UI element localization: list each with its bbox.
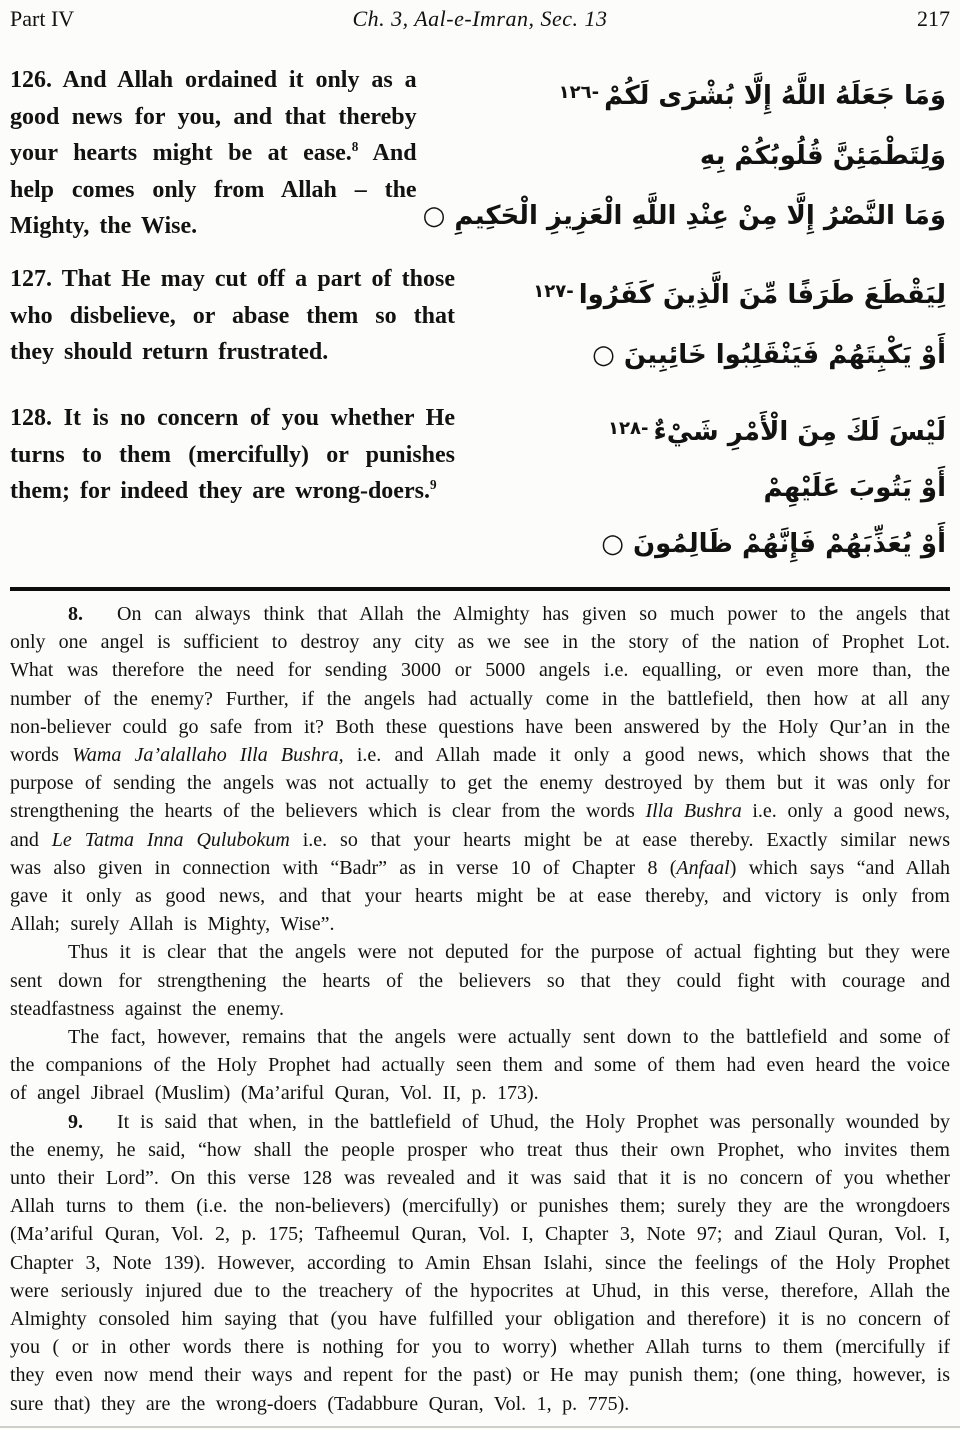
- arabic-text: أَوْ يَتُوبَ عَلَيْهِمْ: [763, 473, 946, 503]
- verse-126-text-cont: And help comes only from Allah – the Mighty, the Wise.: [10, 140, 417, 239]
- verse-126-text: 126. And Allah ordained it only as a good news for you, and that thereby your hearts might be at ease.: [10, 67, 417, 166]
- footnote-9-paragraph: [10, 1108, 950, 1418]
- verse-128-arabic: [455, 400, 950, 572]
- verse-127-arabic: [455, 261, 950, 385]
- arabic-line: [423, 186, 946, 246]
- footnote-8-paragraph-2: Thus it is clear that the angels were not deputed for the purpose of actual fighting but they were sent down for strengthening the hearts of the believers so that they could fight with courage and steadfastness against the enemy.: [10, 941, 950, 1020]
- footnote-text-italic: Le Tatma Inna Qulubokum: [51, 828, 290, 851]
- arabic-text: لِيَقْطَعَ طَرَفًا مِّنَ الَّذِينَ كَفَرُوا: [578, 280, 946, 310]
- part-label: Part IV: [10, 6, 75, 31]
- footnote-separator: [10, 587, 950, 591]
- scan-edge-artifact: [0, 1426, 960, 1428]
- arabic-line: [461, 265, 946, 325]
- arabic-line: [461, 325, 946, 385]
- footnote-text: ) which says “and Allah gave it only as good news, and that your hearts might be at ease thereby, and victory is only from Allah; surely Allah is Mighty, Wise”.: [10, 856, 950, 936]
- footnote-text: i.e. and Allah made it only a good news, which shows that the purpose of sending the angels was not actually to get the enemy destroyed by them but it was only for strengthening the hearts of the believers which is clear from the words: [10, 744, 950, 823]
- footnote-text-italic: Anfaal: [676, 856, 730, 879]
- verse-127-translation: [10, 261, 455, 385]
- arabic-line: [461, 404, 946, 460]
- footnote-text: On can always think that Allah the Almighty has given so much power to the angels that only one angel is sufficient to destroy any city as we see in the story of the nation of Prophet Lot. What was therefore the need for sending 3000 or 5000 angels i.e. equalling, or even more than, the number of the enemy? Further, if the angels had actually come in the battlefield, then how at all any non-believer could go safe from it? Both these questions have been answered by the Holy Qur’an in the words: [10, 603, 950, 767]
- footnote-ref-8: 8: [351, 139, 359, 154]
- verses-section: [10, 62, 950, 572]
- arabic-verse-number: ١٢٧-: [533, 280, 574, 302]
- verse-126-arabic: [417, 62, 950, 246]
- arabic-line: [423, 126, 946, 186]
- footnote-text-italic: Wama Ja’alallaho Illa Bushra,: [72, 744, 344, 767]
- arabic-text: أَوْ يَكْبِتَهُمْ فَيَنْقَلِبُوا خَائِبِينَ ○: [592, 340, 946, 370]
- footnote-8-paragraph-3: The fact, however, remains that the angels were actually sent down to the battlefield and some of the companions of the Holy Prophet had actually seen them and some of them had even heard the voice of angel Jibrael (Muslim) (Ma’ariful Quran, Vol. II, p. 173).: [10, 1026, 950, 1105]
- footnote-9-number: 9.: [68, 1110, 83, 1133]
- footnotes-section: [10, 600, 950, 1418]
- verse-128-translation: [10, 400, 455, 572]
- page-header: [10, 6, 950, 32]
- verse-row-128: [10, 400, 950, 572]
- chapter-title: Ch. 3, Aal-e-Imran, Sec. 13: [352, 6, 608, 31]
- arabic-verse-number: ١٢٨-: [608, 417, 649, 439]
- verse-row-127: [10, 261, 950, 385]
- footnote-text: It is said that when, in the battlefield of Uhud, the Holy Prophet was personally wounded by the enemy, he said, “how shall the people prosper who treat thus their own Prophet, who invites them unto their Lord”. On this verse 128 was revealed and it was said that it is no concern of you whether Allah turns to them (i.e. the non-believers) (mercifully) or punishes them; surely they are the wrongdoers (Ma’ariful Quran, Vol. 2, p. 175; Tafheemul Quran, Vol. I, Chapter 3, Note 97; and Ziaul Quran, Vol. I, Chapter 3, Note 139). However, according to Amin Ehsan Islahi, since the feelings of the Holy Prophet were seriously injured due to the treachery of the hypocrites at Uhud, in this verse, therefore, Allah the Almighty consoled him saying that (you have fulfilled your obligation and therefore) it is no concern of you ( or in other words there is nothing for you to worry) whether Allah turns to them (mercifully if they even now mend their ways and repent for the past) or He may punish them; (one thing, however, is sure that) they are the wrong-doers (Tadabbure Quran, Vol. 1, p. 775).: [10, 1110, 950, 1415]
- arabic-text: وَلِتَطْمَئِنَّ قُلُوبُكُمْ بِهِ: [699, 141, 946, 171]
- footnote-text-italic: Illa Bushra: [645, 800, 742, 823]
- page-number: 217: [917, 6, 950, 31]
- footnote-ref-9: 9: [429, 477, 437, 492]
- footnote-8-paragraph-1: [10, 600, 950, 938]
- arabic-text: أَوْ يُعَذِّبَهُمْ فَإِنَّهُمْ ظَالِمُونَ ○: [601, 529, 946, 559]
- footnote-8-number: 8.: [68, 603, 83, 625]
- verse-128-text: 128. It is no concern of you whether He turns to them (mercifully) or punishes them; for indeed they are wrong-doers.: [10, 405, 455, 504]
- arabic-text: لَيْسَ لَكَ مِنَ الْأَمْرِ شَيْءٌ: [653, 417, 946, 447]
- arabic-verse-number: ١٢٦-: [558, 81, 600, 103]
- arabic-text: وَمَا جَعَلَهُ اللَّهُ إِلَّا بُشْرَى لَكُمْ: [604, 81, 946, 111]
- footnote-text: i.e. only a good news, and: [10, 800, 950, 851]
- verse-row-126: [10, 62, 950, 246]
- verse-127-text: 127. That He may cut off a part of those who disbelieve, or abase them so that they should return frustrated.: [10, 266, 455, 365]
- arabic-line: [423, 66, 946, 126]
- verse-126-translation: [10, 62, 417, 246]
- arabic-line: [461, 516, 946, 572]
- arabic-text: وَمَا النَّصْرُ إِلَّا مِنْ عِنْدِ اللَّهِ الْعَزِيزِ الْحَكِيمِ ○: [422, 201, 946, 231]
- footnote-text: i.e. so that your hearts might be at ease thereby. Exactly similar news was also given in connection with “Badr” as in verse 10 of Chapter 8 (: [10, 828, 950, 879]
- arabic-line: [461, 460, 946, 516]
